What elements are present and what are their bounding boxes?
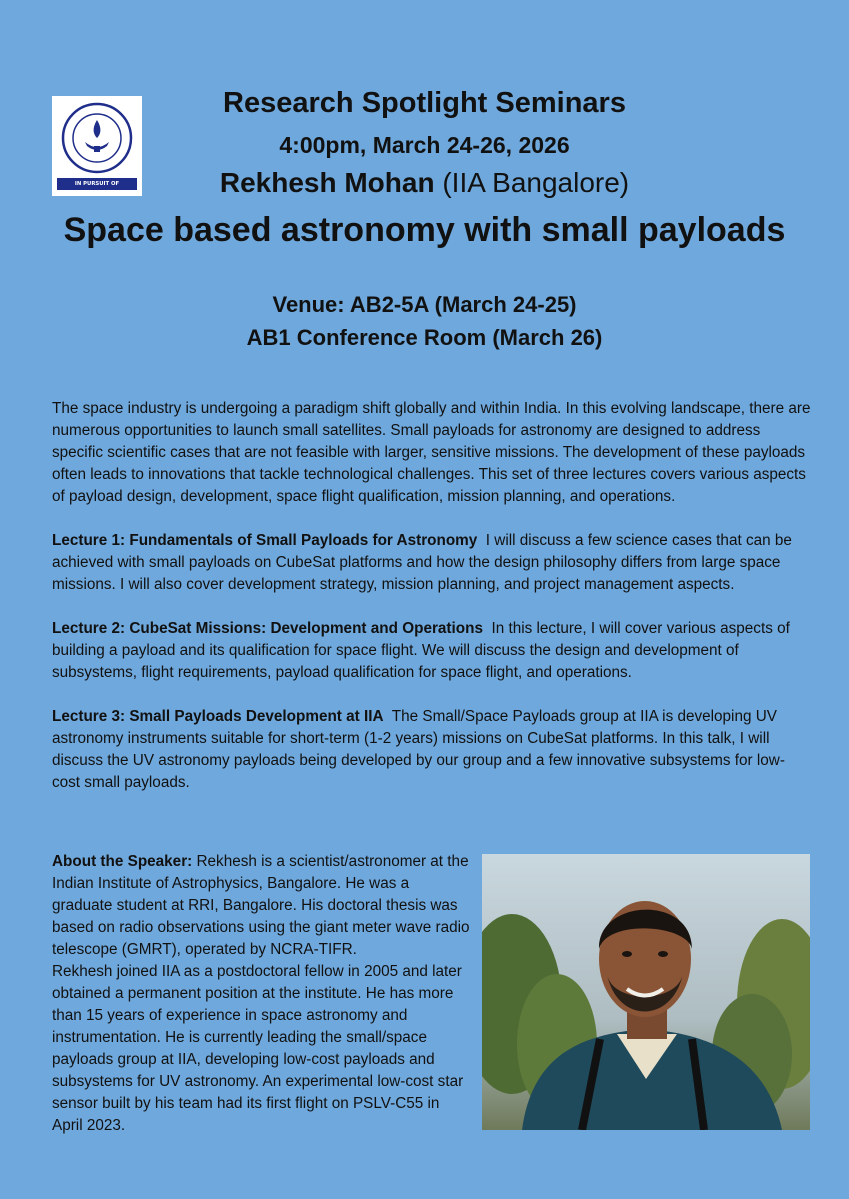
lecture-1 xyxy=(52,530,812,596)
series-title: Research Spotlight Seminars xyxy=(223,87,626,119)
lecture-3-title: Lecture 3: Small Payloads Development at IIA xyxy=(52,708,384,725)
lecture-1-text: I will discuss a few science cases that can be achieved with small payloads on CubeSat platforms and how the design philosophy differs from large space missions. I will also cover development strategy, mission planning, and project management aspects. xyxy=(52,532,792,593)
content xyxy=(52,398,812,816)
lecture-2-text: In this lecture, I will cover various aspects of building a payload and its qualification for space flight. We will discuss the design and development of subsystems, flight requirements, payload qualification for space flight, and operations. xyxy=(52,620,790,681)
seminar-datetime: 4:00pm, March 24-26, 2026 xyxy=(279,132,570,158)
speaker-affiliation: (IIA Bangalore) xyxy=(442,167,630,198)
speaker-name: Rekhesh Mohan xyxy=(219,167,435,198)
speaker-line xyxy=(0,164,849,202)
venue-line-2: AB1 Conference Room (March 26) xyxy=(246,325,603,350)
lecture-3-text: The Small/Space Payloads group at IIA is developing UV astronomy instruments suitable for short-term (1-2 years) missions on CubeSat platforms. In this talk, I will discuss the UV astronomy payloads being developed by our group and a few innovative subsystems for low-cost small payloads. xyxy=(52,708,785,791)
speaker-photo xyxy=(482,854,810,1130)
lecture-1-title: Lecture 1: Fundamentals of Small Payloads for Astronomy xyxy=(52,532,478,549)
speaker-photo-image xyxy=(482,854,810,1130)
header xyxy=(0,84,849,252)
about-speaker-text-1: Rekhesh is a scientist/astronomer at the Indian Institute of Astrophysics, Bangalore. He was a graduate student at RRI, Bangalore. His doctoral thesis was based on radio observations using the giant meter wave radio telescope (GMRT), operated by NCRA-TIFR. xyxy=(52,853,470,958)
about-speaker-text-2: Rekhesh joined IIA as a postdoctoral fellow in 2005 and later obtained a permanent position at the institute. He has more than 15 years of experience in space astronomy and instrumentation. He is currently leading the small/space payloads group at IIA, developing low-cost payloads and subsystems for UV astronomy. An experimental low-cost star sensor built by his team had its first flight on PSLV-C55 in April 2023. xyxy=(52,963,464,1134)
lecture-2 xyxy=(52,618,812,684)
logo-motto: IN PURSUIT OF KNOWLEDGE xyxy=(74,181,120,197)
venue-line-1: Venue: AB2-5A (March 24-25) xyxy=(272,292,577,317)
abstract: The space industry is undergoing a paradigm shift globally and within India. In this evolving landscape, there are numerous opportunities to launch small satellites. Small payloads for astronomy are designed to address specific scientific cases that are not feasible with larger, sensitive missions. The development of these payloads often leads to innovations that tackle technological challenges. This set of three lectures covers various aspects of payload design, development, space flight qualification, mission planning, and operations. xyxy=(52,400,811,505)
about-speaker-label: About the Speaker: xyxy=(52,853,193,870)
lecture-3 xyxy=(52,706,812,794)
about-speaker-para-1 xyxy=(52,851,472,961)
venue xyxy=(0,288,849,354)
talk-title: Space based astronomy with small payloads xyxy=(63,211,786,249)
lecture-2-title: Lecture 2: CubeSat Missions: Development and Operations xyxy=(52,620,483,637)
about-speaker xyxy=(52,851,472,1137)
